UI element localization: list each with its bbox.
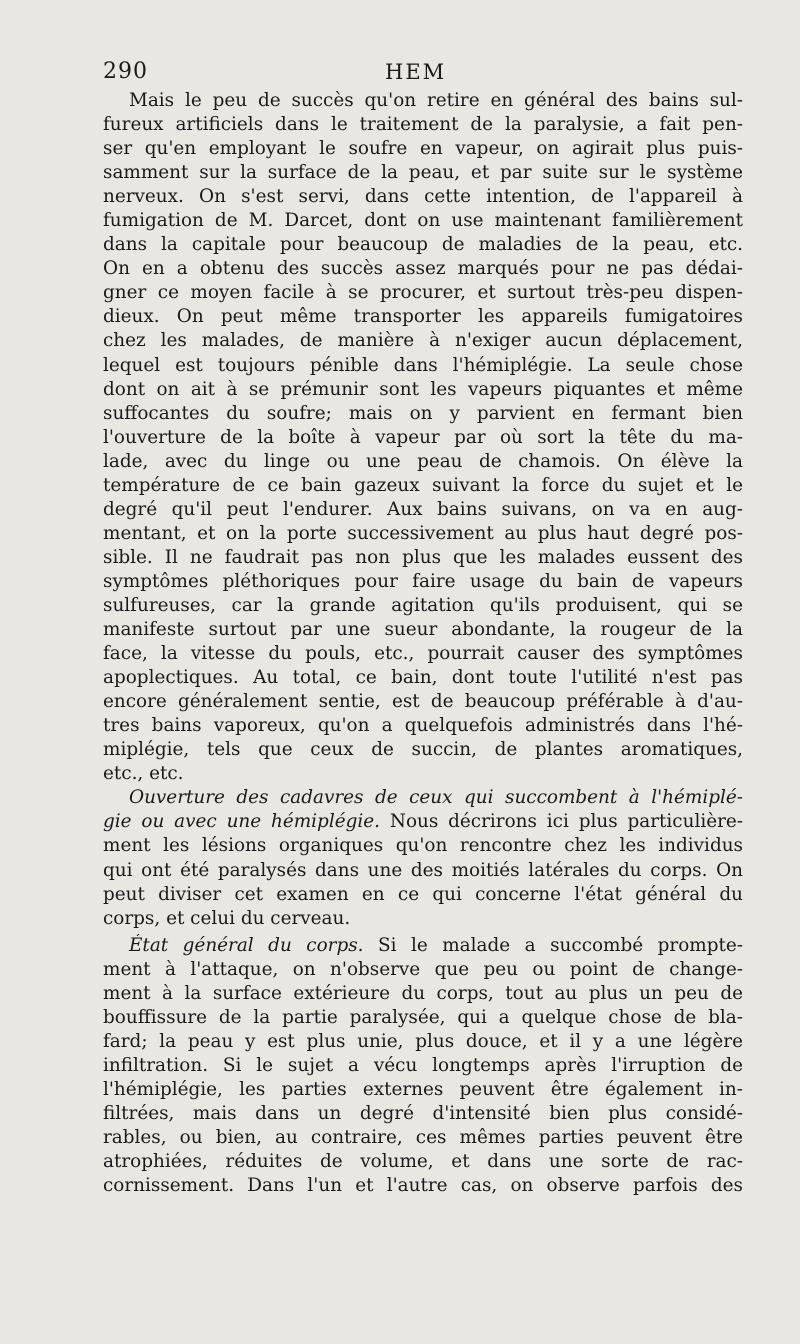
text-line: manifeste surtout par une sueur abondante, la rougeur de la xyxy=(103,619,743,641)
text-line: température de ce bain gazeux suivant la force du sujet et le xyxy=(103,474,743,496)
text-line: infiltration. Si le sujet a vécu longtemps après l'irruption de xyxy=(103,1054,743,1076)
text-run: Nous décrirons ici plus particulière- xyxy=(379,811,743,833)
text-line: face, la vitesse du pouls, etc., pourrait causer des symptômes xyxy=(103,643,743,665)
text-line: lade, avec du linge ou une peau de chamois. On élève la xyxy=(103,450,743,472)
text-line: mentant, et on la porte successivement au plus haut degré pos- xyxy=(103,522,743,544)
text-line: symptômes pléthoriques pour faire usage du bain de vapeurs xyxy=(103,570,743,592)
text-line: dont on ait à se prémunir sont les vapeurs piquantes et même xyxy=(103,378,743,400)
text-line: l'hémiplégie, les parties externes peuvent être également in- xyxy=(103,1078,743,1100)
text-line: sible. Il ne faudrait pas non plus que les malades eussent des xyxy=(103,546,743,568)
text-line: fard; la peau y est plus unie, plus douce, et il y a une légère xyxy=(103,1030,743,1052)
text-line: fumigation de M. Darcet, dont on use maintenant familièrement xyxy=(103,210,743,232)
text-line xyxy=(103,810,743,834)
text-line: cornissement. Dans l'un et l'autre cas, on observe parfois des xyxy=(103,1175,743,1197)
text-line: suffocantes du soufre; mais on y parvient en fermant bien xyxy=(103,402,743,424)
text-line: gner ce moyen facile à se procurer, et surtout très-peu dispen- xyxy=(103,282,743,304)
text-line: samment sur la surface de la peau, et par suite sur le système xyxy=(103,162,743,184)
text-line: qui ont été paralysés dans une des moitiés latérales du corps. On xyxy=(103,859,743,881)
text-line: ment à l'attaque, on n'observe que peu ou point de change- xyxy=(103,958,743,980)
text-run: Si le malade a succombé prompte- xyxy=(363,934,743,956)
text-line: ment à la surface extérieure du corps, tout au plus un peu de xyxy=(103,982,743,1004)
text-line: dans la capitale pour beaucoup de maladies de la peau, etc. xyxy=(103,234,743,256)
section-heading-italic: Ouverture des cadavres de ceux qui succombent à l'hémiplé- xyxy=(129,787,743,809)
text-line: ment les lésions organiques qu'on rencontre chez les individus xyxy=(103,835,743,857)
paragraph xyxy=(103,89,743,786)
text-line: tres bains vaporeux, qu'on a quelquefois administrés dans l'hé- xyxy=(103,715,743,737)
text-line: l'ouverture de la boîte à vapeur par où sort la tête du ma- xyxy=(103,426,743,448)
italic-run: État général du corps. xyxy=(129,934,364,956)
text-line: ser qu'en employant le soufre en vapeur, on agirait plus puis- xyxy=(103,138,743,160)
paragraph xyxy=(103,786,743,930)
text-line: filtrées, mais dans un degré d'intensité bien plus considé- xyxy=(103,1102,743,1124)
text-line: sulfureuses, car la grande agitation qu'ils produisent, qui se xyxy=(103,594,743,616)
text-line: rables, ou bien, au contraire, ces mêmes parties peuvent être xyxy=(103,1127,743,1149)
text-line: peut diviser cet examen en ce qui concerne l'état général du xyxy=(103,883,743,905)
page-number: 290 xyxy=(103,59,148,84)
text-line: fureux artificiels dans le traitement de la paralysie, a fait pen- xyxy=(103,114,743,136)
italic-run: gie ou avec une hémiplégie. xyxy=(103,811,380,833)
text-line xyxy=(103,934,743,958)
text-line: nerveux. On s'est servi, dans cette intention, de l'appareil à xyxy=(103,186,743,208)
body-text xyxy=(103,89,743,1198)
text-line: apoplectiques. Au total, ce bain, dont toute l'utilité n'est pas xyxy=(103,667,743,689)
text-line: dieux. On peut même transporter les appareils fumigatoires xyxy=(103,306,743,328)
text-line: bouffissure de la partie paralysée, qui a quelque chose de bla- xyxy=(103,1006,743,1028)
text-line: etc., etc. xyxy=(103,763,184,785)
text-line: miplégie, tels que ceux de succin, de plantes aromatiques, xyxy=(103,739,743,761)
text-line: corps, et celui du cerveau. xyxy=(103,907,351,929)
text-line: encore généralement sentie, est de beaucoup préférable à d'au- xyxy=(103,691,743,713)
text-line: chez les malades, de manière à n'exiger aucun déplacement, xyxy=(103,330,743,352)
paragraph xyxy=(103,934,743,1199)
text-line: degré qu'il peut l'endurer. Aux bains suivans, on va en aug- xyxy=(103,498,743,520)
page-header xyxy=(103,58,743,88)
text-line: lequel est toujours pénible dans l'hémiplégie. La seule chose xyxy=(103,354,743,376)
running-head: HEM xyxy=(385,60,447,84)
text-line: On en a obtenu des succès assez marqués pour ne pas dédai- xyxy=(103,258,743,280)
text-line: Mais le peu de succès qu'on retire en général des bains sul- xyxy=(129,90,743,111)
text-line: atrophiées, réduites de volume, et dans une sorte de rac- xyxy=(103,1151,743,1173)
